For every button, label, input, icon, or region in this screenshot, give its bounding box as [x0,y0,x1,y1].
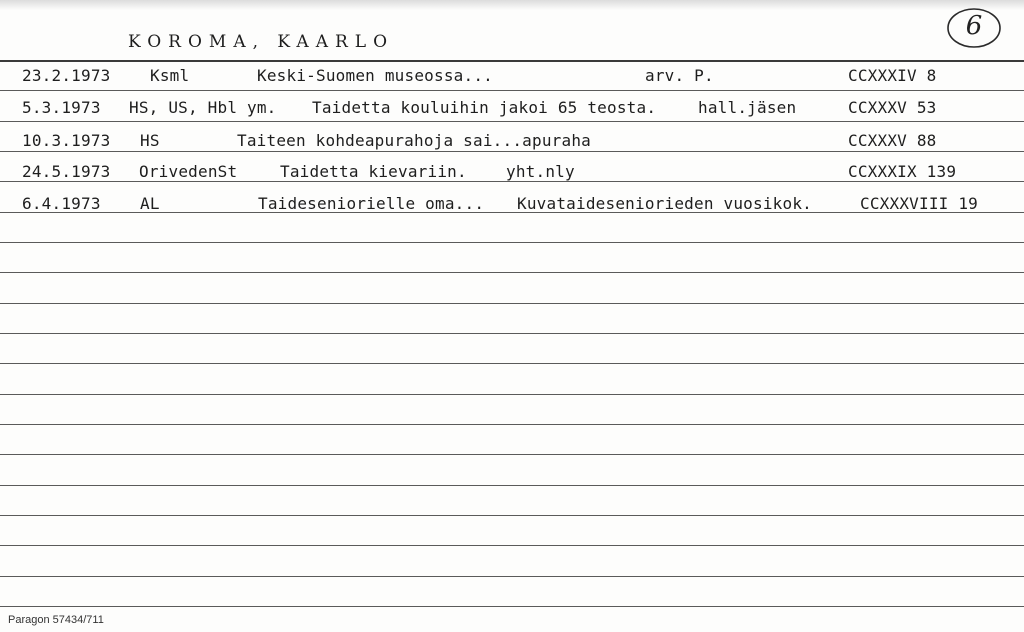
entry-title: Taidetta kouluihin jakoi 65 teosta. [312,98,657,117]
rule-line [0,515,1024,516]
rule-line [0,545,1024,546]
entry-date: 23.2.1973 [22,66,111,85]
rule-line [0,242,1024,243]
card-heading-name: KOROMA, KAARLO [128,32,394,52]
rule-line [0,303,1024,304]
page-number: 6 [965,11,983,41]
entry-title: Taiteen kohdeapurahoja sai...apuraha [237,131,591,150]
entry-note: yht.nly [506,162,575,181]
entry-source: Ksml [150,66,190,85]
entry-reference: CCXXXIV 8 [848,66,937,85]
entry-reference: CCXXXV 53 [848,98,937,117]
entry-source: AL [140,194,160,213]
scan-edge [0,0,1024,10]
entry-reference: CCXXXIX 139 [848,162,957,181]
rule-line [0,454,1024,455]
entry-title: Taidetta kievariin. [280,162,467,181]
entry-date: 5.3.1973 [22,98,101,117]
entry-date: 24.5.1973 [22,162,111,181]
entry-note: Kuvataideseniorieden vuosikok. [517,194,812,213]
entry-reference: CCXXXV 88 [848,131,937,150]
entry-source: HS [140,131,160,150]
rule-line [0,333,1024,334]
entry-note: hall.jäsen [698,98,797,117]
entry-note: arv. P. [645,66,714,85]
rule-line [0,121,1024,122]
entry-source: HS, US, Hbl ym. [129,98,277,117]
entry-reference: CCXXXVIII 19 [860,194,978,213]
entry-date: 6.4.1973 [22,194,101,213]
rule-line [0,272,1024,273]
rule-line [0,424,1024,425]
entry-title: Taideseniorielle oma... [258,194,485,213]
rule-line [0,606,1024,607]
rule-line [0,363,1024,364]
rule-line [0,485,1024,486]
rule-line [0,60,1024,62]
card-footer-imprint: Paragon 57434/711 [8,614,104,626]
circled-page-number [945,6,1003,50]
rule-line [0,576,1024,577]
entry-title: Keski-Suomen museossa... [257,66,493,85]
rule-line [0,394,1024,395]
rule-line [0,90,1024,91]
entry-date: 10.3.1973 [22,131,111,150]
entry-source: OrivedenSt [139,162,238,181]
rule-line [0,151,1024,152]
